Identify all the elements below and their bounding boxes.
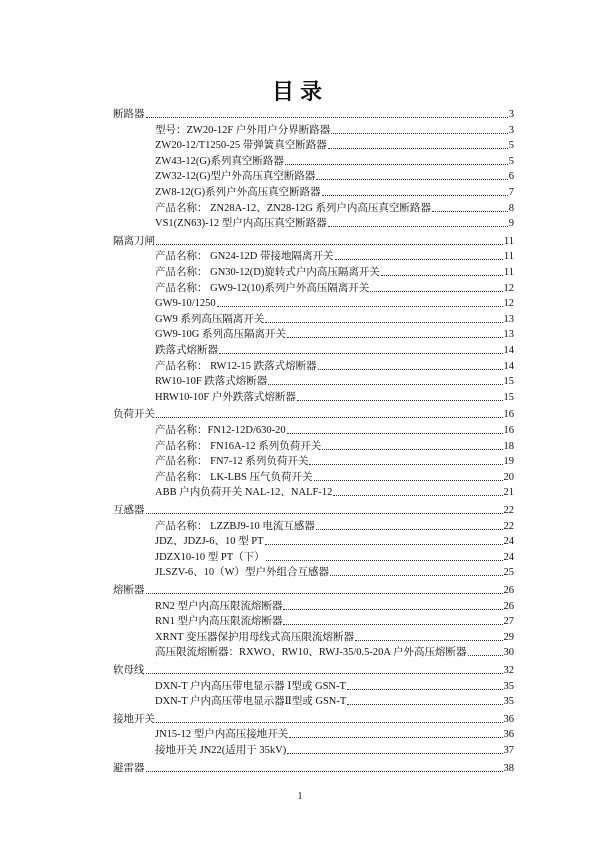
toc-page-number: 18 xyxy=(503,440,514,452)
toc-page-number: 11 xyxy=(503,235,514,247)
toc-page-number: 25 xyxy=(503,567,514,579)
toc-entry[interactable] xyxy=(155,600,514,613)
toc-entry[interactable] xyxy=(155,139,514,152)
dot-leader xyxy=(432,210,508,212)
toc-entry[interactable] xyxy=(155,313,514,326)
toc-entry[interactable] xyxy=(155,551,514,564)
toc-page-number: 6 xyxy=(508,171,514,183)
toc-entry-title: JLSZV-6、10（W）型户外组合互感器 xyxy=(155,567,330,579)
toc-page-number: 32 xyxy=(503,665,514,676)
toc-page-number: 36 xyxy=(503,713,514,725)
dot-leader xyxy=(297,399,503,401)
toc-entry-title: RW10-10F 跌落式熔断器 xyxy=(155,376,268,388)
toc-page-number: 16 xyxy=(503,425,514,436)
toc-page-number: 14 xyxy=(503,360,514,372)
dot-leader xyxy=(287,432,503,434)
dot-leader xyxy=(156,721,503,723)
dot-leader xyxy=(283,623,502,625)
toc-entry-title: JDZ、JDZJ-6、10 型 PT xyxy=(155,536,264,548)
toc-entry-title: HRW10-10F 户外跌落式熔断器 xyxy=(155,391,296,403)
toc-entry[interactable] xyxy=(155,202,514,215)
toc-section-heading[interactable] xyxy=(113,762,514,775)
toc-section-heading[interactable] xyxy=(113,408,514,421)
toc-entry[interactable] xyxy=(155,520,514,533)
toc-entry[interactable] xyxy=(155,266,514,279)
toc-page-number: 24 xyxy=(503,551,514,563)
toc-entry[interactable] xyxy=(155,728,514,741)
toc-entry[interactable] xyxy=(155,391,514,404)
toc-entry-title: GW9-10/1250 xyxy=(155,298,216,310)
toc-section-heading[interactable] xyxy=(113,664,514,677)
toc-entry-title: 接地开关 xyxy=(113,713,155,725)
toc-entry[interactable] xyxy=(155,217,514,230)
toc-page-number: 8 xyxy=(508,202,514,214)
toc-entry[interactable] xyxy=(155,424,514,437)
dot-leader xyxy=(156,416,503,418)
toc-entry-title: 跌落式熔断器 xyxy=(155,345,218,356)
dot-leader xyxy=(355,639,502,641)
dot-leader xyxy=(316,178,507,180)
toc-entry[interactable] xyxy=(155,170,514,183)
toc-entry[interactable] xyxy=(155,124,514,137)
dot-leader xyxy=(370,290,502,292)
toc-page-number: 37 xyxy=(503,745,514,756)
toc-entry-title: DXN-T 户内高压带电显示器Ⅱ型或 GSN-T xyxy=(155,696,347,708)
toc-section-heading[interactable] xyxy=(113,713,514,726)
toc-page-number: 36 xyxy=(503,729,514,741)
toc-page-number: 3 xyxy=(508,124,514,136)
toc-entry-title: 产品名称： LZZBJ9-10 电流互感器 xyxy=(155,520,315,532)
toc-entry-title: RN1 型户内高压限流熔断器 xyxy=(155,616,283,628)
dot-leader xyxy=(146,672,503,674)
toc-entry[interactable] xyxy=(155,455,514,468)
toc-entry-title: 软母线 xyxy=(113,665,145,676)
toc-entry[interactable] xyxy=(155,535,514,548)
toc-entry[interactable] xyxy=(155,680,514,693)
dot-leader xyxy=(266,559,503,561)
toc-entry-title: GW9 系列高压隔离开关 xyxy=(155,313,265,325)
toc-entry[interactable] xyxy=(155,328,514,341)
dot-leader xyxy=(330,574,502,576)
toc-page-number: 15 xyxy=(503,391,514,403)
toc-page-number: 12 xyxy=(503,282,514,294)
toc-entry-title: ZW8-12(G)系列户外高压真空断路器 xyxy=(155,187,321,198)
toc-entry-title: 产品名称： GN30-12(D)旋转式户内高压隔离开关 xyxy=(155,267,380,278)
dot-leader xyxy=(381,274,503,276)
toc-page-number: 7 xyxy=(508,187,514,198)
toc-entry-title: 产品名称： GW9-12(10)系列户外高压隔离开关 xyxy=(155,282,370,294)
toc-entry[interactable] xyxy=(155,646,514,659)
toc-entry[interactable] xyxy=(155,155,514,168)
dot-leader xyxy=(322,194,508,196)
toc-page-number: 11 xyxy=(503,267,514,278)
toc-entry[interactable] xyxy=(155,440,514,453)
toc-page-number: 20 xyxy=(503,471,514,483)
toc-entry-title: 产品名称： RW12-15 跌落式熔断器 xyxy=(155,360,317,372)
dot-leader xyxy=(219,352,503,354)
dot-leader xyxy=(328,225,508,227)
toc-page-number: 13 xyxy=(503,313,514,325)
dot-leader xyxy=(318,368,503,370)
toc-entry-title: RN2 型户内高压限流熔断器 xyxy=(155,600,283,612)
toc-entry[interactable] xyxy=(155,344,514,357)
dot-leader xyxy=(287,336,503,338)
toc-entry[interactable] xyxy=(155,566,514,579)
dot-leader xyxy=(287,752,502,754)
toc-entry-title: 高压限流熔断器：RXWO、RW10、RWJ-35/0.5-20A 户外高压熔断器 xyxy=(155,647,467,659)
dot-leader xyxy=(285,163,508,165)
toc-page-number: 5 xyxy=(508,155,514,167)
toc-entry[interactable] xyxy=(155,282,514,295)
toc-page-number: 26 xyxy=(503,600,514,612)
toc-page-number: 19 xyxy=(503,456,514,468)
toc-entry[interactable] xyxy=(155,360,514,373)
toc-entry[interactable] xyxy=(155,744,514,757)
toc-entry-title: ZW43-12(G)系列真空断路器 xyxy=(155,155,284,167)
toc-entry[interactable] xyxy=(155,250,514,263)
toc-entry-title: 负荷开关 xyxy=(113,409,155,421)
toc-page-number: 38 xyxy=(503,762,514,774)
toc-entry-title: JDZX10-10 型 PT（下） xyxy=(155,551,265,563)
dot-leader xyxy=(468,654,503,656)
toc-page-number: 13 xyxy=(503,329,514,341)
toc-page-number: 35 xyxy=(503,680,514,692)
toc-page-number: 30 xyxy=(503,647,514,659)
dot-leader xyxy=(333,494,502,496)
toc-entry[interactable] xyxy=(155,486,514,499)
toc-page-number: 22 xyxy=(503,505,514,516)
dot-leader xyxy=(316,528,503,530)
toc-entry[interactable] xyxy=(155,375,514,388)
toc-page-number: 16 xyxy=(503,409,514,421)
toc-entry[interactable] xyxy=(155,615,514,628)
toc-entry-title: 产品名称： GN24-12D 带接地隔离开关 xyxy=(155,251,334,263)
toc-entry-title: 产品名称： FN16A-12 系列负荷开关 xyxy=(155,440,322,452)
toc-entry-title: 产品名称： FN7-12 系列负荷开关 xyxy=(155,456,309,468)
toc-entry-title: GW9-10G 系列高压隔离开关 xyxy=(155,329,286,341)
toc-entry-title: 互感器 xyxy=(113,505,145,516)
toc-page-number: 35 xyxy=(503,696,514,708)
dot-leader xyxy=(322,448,502,450)
toc-section-heading[interactable] xyxy=(113,584,514,597)
toc-entry-title: DXN-T 户内高压带电显示器 Ⅰ型或 GSN-T xyxy=(155,680,346,692)
toc-entry-title: XRNT 变压器保护用母线式高压限流熔断器 xyxy=(155,631,355,643)
dot-leader xyxy=(347,688,503,690)
toc-entry[interactable] xyxy=(155,186,514,199)
toc-entry-title: 型号：ZW20-12F 户外用户分界断路器 xyxy=(155,124,331,136)
dot-leader xyxy=(331,132,507,134)
toc-page-number: 24 xyxy=(503,536,514,548)
dot-leader xyxy=(265,543,503,545)
toc-entry[interactable] xyxy=(155,695,514,708)
toc-entry-title: VS1(ZN63)-12 型户内高压真空断路器 xyxy=(155,218,327,230)
dot-leader xyxy=(289,736,502,738)
dot-leader xyxy=(268,383,502,385)
dot-leader xyxy=(146,512,503,514)
toc-entry[interactable] xyxy=(155,471,514,484)
dot-leader xyxy=(146,592,503,594)
dot-leader xyxy=(156,243,503,245)
toc-page-number: 11 xyxy=(503,251,514,263)
toc-entry-title: JN15-12 型户内高压接地开关 xyxy=(155,729,289,741)
toc-page-number: 12 xyxy=(503,298,514,310)
toc-entry-title: ZW32-12(G)型户外高压真空断路器 xyxy=(155,171,316,183)
page-title: 目录 xyxy=(271,79,328,104)
toc-page-number: 22 xyxy=(503,520,514,532)
dot-leader xyxy=(314,479,503,481)
page-number: 1 xyxy=(297,791,303,802)
dot-leader xyxy=(146,770,503,772)
toc-entry-title: 隔离刀闸 xyxy=(113,235,155,247)
toc-entry-title: ZW20-12/T1250-25 带弹簧真空断路器 xyxy=(155,140,327,152)
toc-entry-title: ABB 户内负荷开关 NAL-12、NALF-12 xyxy=(155,487,333,499)
toc-page-number: 27 xyxy=(503,616,514,628)
toc-entry-title: 断路器 xyxy=(113,109,145,120)
toc-page-number: 3 xyxy=(508,109,514,120)
toc-entry[interactable] xyxy=(155,297,514,310)
dot-leader xyxy=(335,258,503,260)
toc-page-number: 5 xyxy=(508,140,514,152)
toc-entry-title: 产品名称： LK-LBS 压气负荷开关 xyxy=(155,471,313,483)
toc-page-number: 29 xyxy=(503,631,514,643)
dot-leader xyxy=(309,463,502,465)
dot-leader xyxy=(265,321,502,323)
dot-leader xyxy=(217,305,503,307)
toc-entry-title: 避雷器 xyxy=(113,762,145,774)
toc-page-number: 26 xyxy=(503,585,514,596)
toc-page-number: 15 xyxy=(503,376,514,388)
toc-entry-title: 熔断器 xyxy=(113,585,145,596)
toc-entry-title: 产品名称：FN12-12D/630-20 xyxy=(155,425,286,436)
toc-entry-title: 接地开关 JN22(适用于 35kV) xyxy=(155,745,287,756)
toc-section-heading[interactable] xyxy=(113,504,514,517)
dot-leader xyxy=(283,608,502,610)
toc-section-heading[interactable] xyxy=(113,235,514,248)
dot-leader xyxy=(146,116,508,118)
toc-entry-title: 产品名称： ZN28A-12、ZN28-12G 系列户内高压真空断路器 xyxy=(155,202,431,214)
toc-page-number: 9 xyxy=(508,218,514,230)
dot-leader xyxy=(347,703,502,705)
dot-leader xyxy=(328,147,508,149)
toc-page-number: 21 xyxy=(503,487,514,499)
toc-entry[interactable] xyxy=(155,631,514,644)
toc-page-number: 14 xyxy=(503,345,514,356)
toc-section-heading[interactable] xyxy=(113,108,514,121)
